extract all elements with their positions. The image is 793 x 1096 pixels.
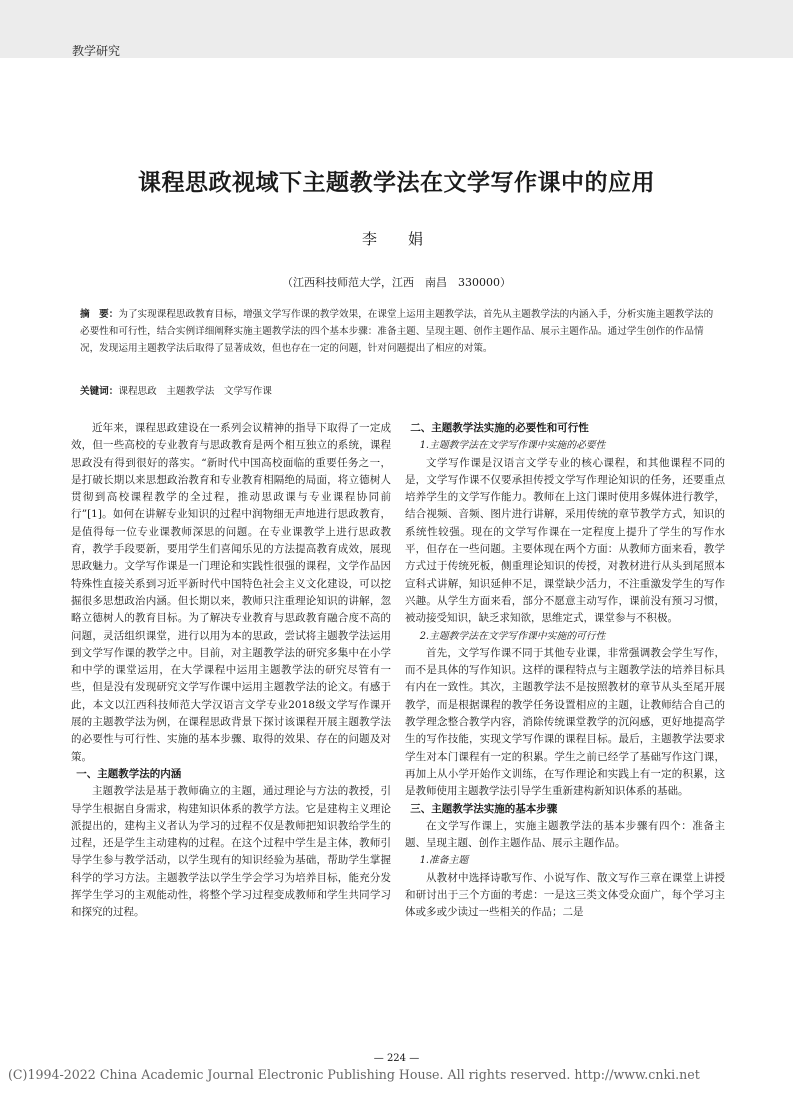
paragraph: 主题教学法是基于教师确立的主题，通过理论与方法的教授，引导学生根据自身需求，构建知识体系的教学方法。它是建构主义理论派提出的，建构主义者认为学习的过程不仅是教师把知识教给学生的过程，还是学生主动建构的过程。在这个过程中学生是主体，教师引导学生参与教学活动，以学生现有的知识经验为基础，帮助学生掌握科学的学习方法。主题教学法以学生学会学习为培养目标，能充分发挥学生学习的主观能动性，将整个学习过程变成教师和学生共同学习和探究的过程。 <box>71 785 391 919</box>
subsection-heading: 1.准备主题 <box>419 855 469 867</box>
subsection-heading: 1.主题教学法在文学写作课中实施的必要性 <box>419 440 606 452</box>
copyright-watermark: (C)1994-2022 China Academic Journal Electronic Publishing House. All rights reserved. http://www.cnki.net <box>8 1067 700 1082</box>
paragraph: 在文学写作课上，实施主题教学法的基本步骤有四个：准备主题、呈现主题、创作主题作品、展示主题作品。 <box>405 819 725 850</box>
section-heading: 三、主题教学法实施的基本步骤 <box>410 802 558 815</box>
author-affiliation: （江西科技师范大学，江西 南昌 330000） <box>282 276 511 289</box>
section-label: 教学研究 <box>72 44 121 58</box>
paragraph: 首先，文学写作课不同于其他专业课，非常强调教会学生写作，而不是具体的写作知识。这样的课程特点与主题教学法的培养目标具有内在一致性。其次，主题教学法不是按照教材的章节从头至尾开展教学，而是根据课程的教学任务设置相应的主题，让教师结合自己的教学理念整合教学内容，消除传统课堂教学的沉闷感，更好地提高学生的写作技能，实现文学写作课的课程目标。最后，主题教学法要求学生对本门课程有一定的积累。学生之前已经学了基础写作这门课，再加上从小学开始作文训练，在写作理论和实践上有一定的积累，这是教师使用主题教学法引导学生重新建构新知识体系的基础。 <box>405 646 725 798</box>
keywords <box>80 383 716 397</box>
keywords-label: 关键词： <box>80 386 119 397</box>
author-name: 李 娟 <box>361 230 431 248</box>
section-heading: 一、主题教学法的内涵 <box>76 767 182 780</box>
article-title: 课程思政视域下主题教学法在文学写作课中的应用 <box>138 170 655 196</box>
keywords-text: 课程思政 主题教学法 文学写作课 <box>118 386 272 397</box>
abstract-label: 摘 要： <box>80 309 119 320</box>
abstract <box>80 306 716 358</box>
paragraph: 近年来，课程思政建设在一系列会议精神的指导下取得了一定成效，但一些高校的专业教育与思政教育是两个相互独立的系统，课程思政没有得到很好的落实。“新时代中国高校面临的重要任务之一，是打破长期以来思想政治教育和专业教育相隔绝的局面，将立德树人贯彻到高校课程教学的全过程，推动思政课与专业课程协同前行”[1]。如何在讲解专业知识的过程中润物细无声地进行思政教育，是值得每一位专业课教师深思的问题。在专业课教学上进行思政教育，教学手段要新，要用学生们喜闻乐见的方法提高教育成效，展现思政魅力。文学写作课是一门理论和实践性很强的课程，文学作品因特殊性直接关系到习近平新时代中国特色社会主义文化建设，可以挖掘很多思想政治内涵。但长期以来，教师只注重理论知识的讲解，忽略立德树人的教育目标。为了解决专业教育与思政教育融合度不高的问题，灵活组织课堂，进行以用为本的思政，尝试将主题教学法运用到文学写作课的教学之中。目前，对主题教学法的研究多集中在小学和中学的课堂运用，在大学课程中运用主题教学法的研究尽管有一些，但是没有发现研究文学写作课中运用主题教学法的论文。有感于此，本文以江西科技师范大学汉语言文学专业2018级文学写作课开展的主题教学法为例，在课程思政背景下探讨该课程开展主题教学法的必要性与可行性、实施的基本步骤、取得的效果、存在的问题及对策。 <box>71 422 391 763</box>
left-column <box>71 420 391 922</box>
page-number: — 224 — <box>373 1053 420 1064</box>
abstract-text: 为了实现课程思政教育目标，增强文学写作课的教学效果，在课堂上运用主题教学法，首先从主题教学法的内涵入手，分析实施主题教学法的必要性和可行性，结合实例详细阐释实施主题教学法的四个基本步骤：准备主题、呈现主题、创作主题作品、展示主题作品。通过学生创作的作品情况，发现运用主题教学法后取得了显著成效，但也存在一定的问题，针对问题提出了相应的对策。 <box>80 309 714 355</box>
subsection-heading: 2.主题教学法在文学写作课中实施的可行性 <box>419 630 606 642</box>
paragraph: 从教材中选择诗歌写作、小说写作、散文写作三章在课堂上讲授和研讨出于三个方面的考虑：一是这三类文体受众面广，每个学习主体或多或少读过一些相关的作品；二是 <box>405 871 725 919</box>
section-heading: 二、主题教学法实施的必要性和可行性 <box>410 422 589 434</box>
paragraph: 文学写作课是汉语言文学专业的核心课程，和其他课程不同的是，文学写作课不仅要承担传授文学写作理论知识的任务，还要重点培养学生的文学写作能力。教师在上这门课时使用多媒体进行教学，结合视频、音频、图片进行讲解，采用传统的章节教学方式，知识的系统性较强。现在的文学写作课在一定程度上提升了学生的写作水平，但存在一些问题。主要体现在两个方面：从教师方面来看，教学方式过于传统死板，侧重理论知识的传授，对教材进行从头到尾照本宣科式讲解，知识延伸不足，课堂缺少活力，不注重激发学生的写作兴趣。从学生方面来看，部分不愿意主动写作，课前没有预习习惯，被动接受知识，缺乏求知欲，思维定式，课堂参与不积极。 <box>405 456 725 625</box>
right-column <box>405 420 725 922</box>
